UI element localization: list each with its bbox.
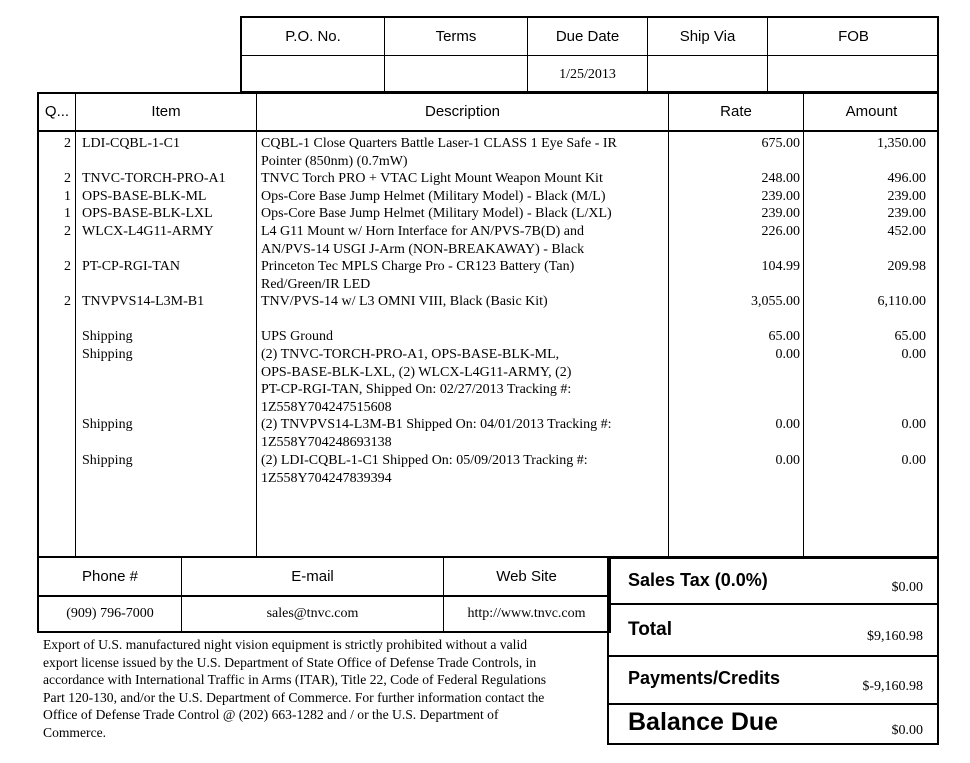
balance-due-label: Balance Due [628, 708, 779, 736]
line-item-description [261, 328, 666, 346]
qty-column [39, 94, 76, 556]
line-item-code: LDI-CQBL-1-C1 [82, 136, 180, 151]
export-notice-line: Part 120-130, and/or the U.S. Department of Commerce. For further information contact the [43, 689, 545, 705]
line-item-rate: 65.00 [768, 329, 800, 344]
line-item-code: OPS-BASE-BLK-ML [82, 189, 207, 204]
item-column [76, 94, 257, 556]
description-line: UPS Ground [261, 329, 333, 344]
terms-header: Terms [385, 18, 528, 56]
sales-tax-box [607, 557, 939, 605]
line-item-rate: 675.00 [761, 136, 800, 151]
line-item-code: WLCX-L4G11-ARMY [82, 224, 214, 239]
line-item-amount: 6,110.00 [877, 294, 926, 309]
line-item-amount: 1,350.00 [877, 136, 926, 151]
item-header: Item [76, 94, 257, 132]
line-item-description [261, 416, 666, 451]
description-line: Ops-Core Base Jump Helmet (Military Model) - Black (L/XL) [261, 206, 612, 221]
line-item-rate: 239.00 [761, 189, 800, 204]
line-item-rate: 226.00 [761, 224, 800, 239]
line-item-code: Shipping [82, 329, 133, 344]
payments-label: Payments/Credits [628, 668, 781, 688]
line-item-amount: 496.00 [887, 171, 926, 186]
description-line: (2) TNVPVS14-L3M-B1 Shipped On: 04/01/2013 Tracking #: [261, 417, 612, 432]
line-item-description [261, 452, 666, 487]
description-line: TNV/PVS-14 w/ L3 OMNI VIII, Black (Basic Kit) [261, 294, 548, 309]
phone-value: (909) 796-7000 [39, 597, 182, 633]
description-line: OPS-BASE-BLK-LXL, (2) WLCX-L4G11-ARMY, (2) [261, 364, 572, 380]
total-label: Total [628, 619, 672, 640]
line-item-code: Shipping [82, 453, 133, 468]
export-notice-line: Export of U.S. manufactured night vision equipment is strictly prohibited without a valid [43, 637, 528, 652]
line-item-amount: 0.00 [901, 453, 926, 468]
description-line: CQBL-1 Close Quarters Battle Laser-1 CLASS 1 Eye Safe - IR [261, 136, 617, 151]
line-item-description [261, 293, 666, 311]
email-value[interactable]: sales@tnvc.com [182, 597, 444, 633]
line-item-qty: 1 [64, 206, 71, 221]
payments-box [607, 655, 939, 705]
line-item-rate: 239.00 [761, 206, 800, 221]
line-item-rate: 248.00 [761, 171, 800, 186]
fob-header: FOB [768, 18, 939, 56]
website-header: Web Site [444, 558, 609, 597]
line-item-qty: 2 [64, 294, 71, 309]
line-item-amount: 452.00 [887, 224, 926, 239]
sales-tax-label: Sales Tax (0.0%) [628, 570, 768, 590]
line-item-amount: 65.00 [894, 329, 926, 344]
line-item-description [261, 258, 666, 293]
total-value: $9,160.98 [867, 629, 923, 644]
line-item-code: Shipping [82, 347, 133, 362]
description-line: (2) TNVC-TORCH-PRO-A1, OPS-BASE-BLK-ML, [261, 347, 560, 362]
description-line: L4 G11 Mount w/ Horn Interface for AN/PVS-7B(D) and [261, 224, 584, 239]
line-item-rate: 0.00 [775, 453, 800, 468]
line-item-rate: 3,055.00 [751, 294, 800, 309]
due-date-value: 1/25/2013 [528, 56, 648, 93]
payments-value: $-9,160.98 [862, 679, 923, 694]
description-line: 1Z558Y704248693138 [261, 434, 392, 450]
line-item-amount: 239.00 [887, 189, 926, 204]
po-number-header: P.O. No. [242, 18, 385, 56]
description-line: PT-CP-RGI-TAN, Shipped On: 02/27/2013 Tracking #: [261, 382, 572, 397]
line-item-code: TNVPVS14-L3M-B1 [82, 294, 205, 309]
description-line: Princeton Tec MPLS Charge Pro - CR123 Battery (Tan) [261, 259, 575, 274]
line-item-amount: 0.00 [901, 417, 926, 432]
description-line: (2) LDI-CQBL-1-C1 Shipped On: 05/09/2013 Tracking #: [261, 453, 588, 468]
website-value[interactable]: http://www.tnvc.com [467, 606, 586, 621]
export-notice-line: Commerce. [43, 724, 107, 740]
line-item-code: TNVC-TORCH-PRO-A1 [82, 171, 226, 186]
qty-header: Q... [39, 94, 76, 132]
description-header: Description [257, 94, 669, 132]
line-item-rate: 104.99 [761, 259, 800, 274]
description-line: AN/PVS-14 USGI J-Arm (NON-BREAKAWAY) - Black [261, 241, 585, 257]
line-item-qty: 2 [64, 259, 71, 274]
description-line: Pointer (850nm) (0.7mW) [261, 153, 408, 169]
rate-column [669, 94, 804, 556]
description-line: 1Z558Y704247515608 [261, 399, 392, 415]
ship-via-value [648, 56, 768, 93]
line-items-table [37, 92, 939, 558]
export-notice-line: Office of Defense Trade Control @ (202) 663-1282 and / or the U.S. Department of [43, 707, 499, 722]
line-item-description [261, 135, 666, 170]
description-line: Red/Green/IR LED [261, 276, 371, 292]
line-item-code: PT-CP-RGI-TAN [82, 259, 180, 274]
line-item-amount: 239.00 [887, 206, 926, 221]
line-item-amount: 209.98 [887, 259, 926, 274]
line-item-code: Shipping [82, 417, 133, 432]
line-item-rate: 0.00 [775, 347, 800, 362]
line-item-qty: 2 [64, 224, 71, 239]
balance-due-box [607, 703, 939, 745]
line-item-qty: 2 [64, 136, 71, 151]
rate-header: Rate [669, 94, 804, 132]
amount-column [804, 94, 939, 556]
line-item-description [261, 188, 666, 206]
description-line: 1Z558Y704247839394 [261, 470, 392, 486]
line-item-description [261, 346, 666, 416]
line-item-description [261, 223, 666, 258]
description-line: Ops-Core Base Jump Helmet (Military Model) - Black (M/L) [261, 189, 606, 204]
line-item-amount: 0.00 [901, 347, 926, 362]
line-item-qty: 1 [64, 189, 71, 204]
line-item-qty: 2 [64, 171, 71, 186]
contact-table [37, 556, 611, 633]
po-header-table [240, 16, 939, 93]
line-item-description [261, 205, 666, 223]
fob-value [768, 56, 939, 93]
line-item-code: OPS-BASE-BLK-LXL [82, 206, 213, 221]
ship-via-header: Ship Via [648, 18, 768, 56]
email-header: E-mail [182, 558, 444, 597]
balance-due-value: $0.00 [891, 723, 923, 738]
line-item-rate: 0.00 [775, 417, 800, 432]
terms-value [385, 56, 528, 93]
description-line: TNVC Torch PRO + VTAC Light Mount Weapon Mount Kit [261, 171, 603, 186]
due-date-header: Due Date [528, 18, 648, 56]
line-item-description [261, 170, 666, 188]
po-number-value [242, 56, 385, 93]
export-notice-line: accordance with International Traffic in Arms (ITAR), Title 22, Code of Federal Regulations [43, 672, 547, 687]
export-notice-line: export license issued by the U.S. Department of State Office of Defense Trade Controls, in [43, 654, 537, 670]
phone-header: Phone # [39, 558, 182, 597]
export-notice [43, 636, 608, 741]
sales-tax-value: $0.00 [891, 580, 923, 595]
amount-header: Amount [804, 94, 939, 132]
total-box [607, 603, 939, 657]
